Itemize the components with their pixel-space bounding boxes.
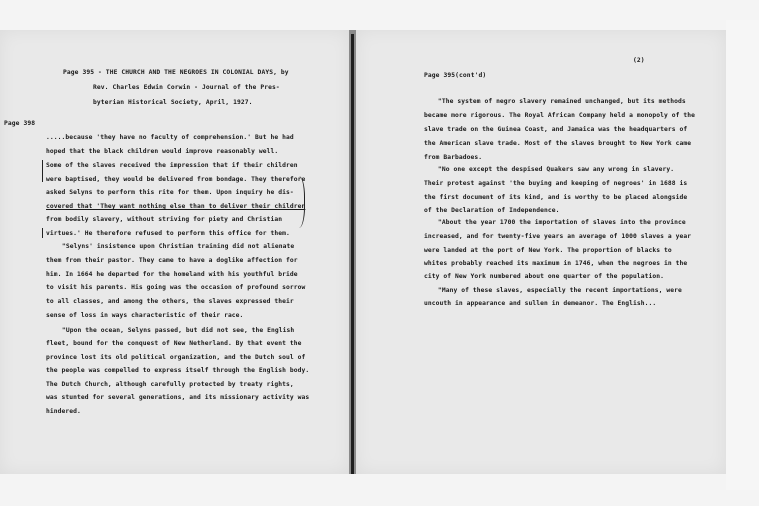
right-body-line: became more rigorous. The Royal African Company held a monopoly of the [424,112,695,119]
left-body-line: province lost its old political organization, and the Dutch soul of [46,354,306,361]
right-heading: Page 395(cont'd) [424,72,487,79]
right-body-line: the American slave trade. Most of the slaves brought to New York came [424,140,692,147]
left-body-line: them from their pastor. They came to have a doglike affection for [46,257,298,264]
margin-page-label: Page 398 [4,120,36,127]
left-heading-line-1: Page 395 - THE CHURCH AND THE NEGROES IN COLONIAL DAYS, by [63,69,289,76]
right-body-line: from Barbadoes. [424,154,483,161]
film-edge [726,20,759,490]
left-body-line: asked Selyns to perform this rite for them. Upon inquiry he dis- [46,189,294,196]
left-body-line: were baptised, they would be delivered from bondage. They therefore [46,176,306,183]
right-body-line: "No one except the despised Quakers saw any wrong in slavery. [438,166,675,173]
right-body-line: of the Declaration of Independence. [424,207,560,214]
left-body-line: hindered. [46,408,81,415]
right-body-line: city of New York numbered about one quarter of the population. [424,273,665,280]
right-body-line: whites probably reached its maximum in 1746, when the negroes in the [424,260,688,267]
right-body-line: slave trade on the Guinea Coast, and Jamaica was the headquarters of [424,126,688,133]
left-body-line: hoped that the black children would improve reasonably well. [46,148,279,155]
left-heading-line-3: byterian Historical Society, April, 1927. [93,99,253,106]
right-body-line: "Many of these slaves, especially the recent importations, were [438,287,682,294]
right-body-line: the first document of its kind, and is worthy to be placed alongside [424,194,688,201]
left-body-line: The Dutch Church, although carefully protected by treaty rights, [46,381,294,388]
right-body-line: were landed at the port of New York. The proportion of blacks to [424,247,672,254]
left-body-line: sense of loss in ways characteristic of their race. [46,312,244,319]
left-body-line: was stunted for several generations, and its missionary activity was [46,394,310,401]
left-body-line: him. In 1664 he departed for the homeland with his youthful bride [46,271,298,278]
left-heading-line-2: Rev. Charles Edwin Corwin - Journal of the Pres- [93,84,280,91]
right-body-line: increased, and for twenty-five years an average of 1000 slaves a year [424,233,692,240]
handwritten-bracket-mark [290,176,305,228]
right-page-number: (2) [633,57,645,64]
left-body-line: fleet, bound for the conquest of New Netherland. By that event the [46,340,302,347]
margin-tick-mark [42,228,43,238]
left-body-line: to all classes, and among the others, the slaves expressed their [46,298,294,305]
left-body-line: from bodily slavery, without striving for piety and Christian [46,216,283,223]
margin-bracket-mark [42,160,43,182]
right-body-line: Their protest against 'the buying and keeping of negroes' in 1688 is [424,180,688,187]
left-body-line: Some of the slaves received the impression that if their children [46,162,298,169]
left-body-line: the people was compelled to express itself through the English body. [46,367,310,374]
right-body-line: "About the year 1700 the importation of slaves into the province [438,219,686,226]
right-body-line: uncouth in appearance and sullen in demeanor. The English... [424,300,657,307]
left-body-line: to visit his parents. His going was the occasion of profound sorrow [46,284,306,291]
left-body-line: "Upon the ocean, Selyns passed, but did not see, the English [62,327,295,334]
left-body-line: .....because 'they have no faculty of comprehension.' But he had [46,134,294,141]
binding-line [351,34,354,474]
left-body-line-underlined: covered that 'They want nothing else than to deliver their children [46,203,306,210]
left-body-line: "Selyns' insistence upon Christian training did not alienate [62,243,295,250]
right-body-line: "The system of negro slavery remained unchanged, but its methods [438,98,686,105]
left-body-line: virtues.' He therefore refused to perform this office for them. [46,230,290,237]
